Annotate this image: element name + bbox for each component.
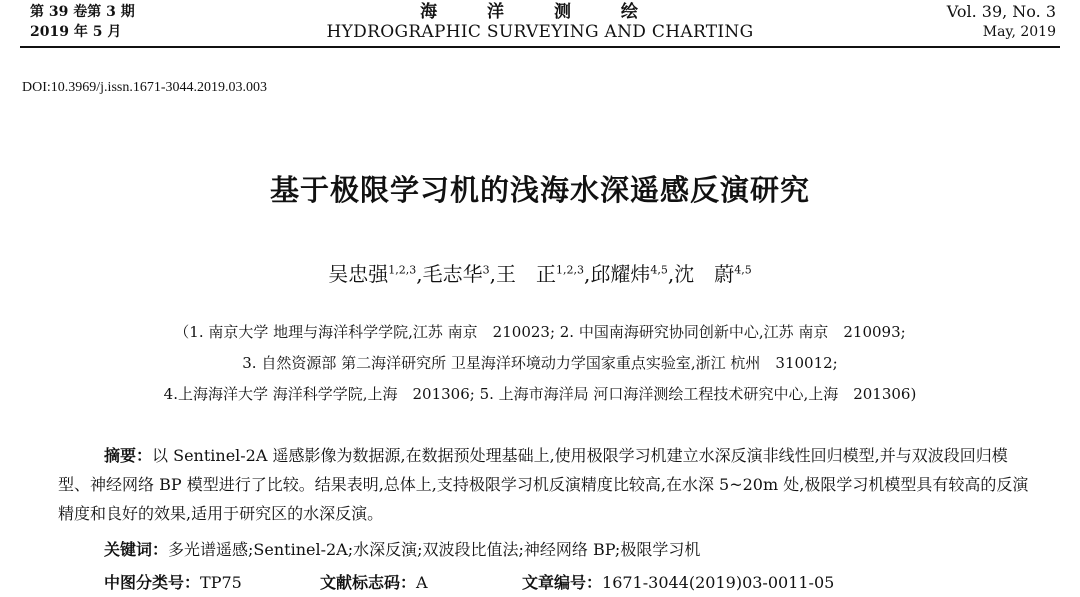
author-name: 邱耀炜 bbox=[590, 262, 651, 286]
journal-name-en: HYDROGRAPHIC SURVEYING AND CHARTING bbox=[326, 22, 754, 42]
article-number-value: 1671-3044(2019)03-0011-05 bbox=[602, 573, 835, 592]
author-affil-mark: 4,5 bbox=[650, 263, 668, 277]
author-name: 毛志华 bbox=[422, 262, 483, 286]
header-right bbox=[947, 2, 1056, 42]
author-affil-mark: 1,2,3 bbox=[388, 263, 417, 277]
abstract-text: 以 Sentinel-2A 遥感影像为数据源,在数据预处理基础上,使用极限学习机建立水深反演非线性回归模型,并与双波段回归模型、神经网络 BP 模型进行了比较。结果表明,总体上,支持极限学习机反演精度比较高,在水深 5~20m 处,极限学习机模型具有较高的反演精度和良好的效果,适用于研究区的水深反演。 bbox=[58, 446, 1029, 523]
author-separator: , bbox=[584, 262, 591, 286]
article-number-label: 文章编号： bbox=[522, 573, 603, 592]
date-en: May, 2019 bbox=[982, 24, 1056, 40]
author-affil-mark: 3 bbox=[482, 263, 490, 277]
keywords-label: 关键词： bbox=[104, 540, 169, 559]
author-separator: , bbox=[667, 262, 675, 286]
author-list bbox=[0, 258, 1080, 287]
document-code bbox=[320, 570, 428, 593]
author-name: 王 正 bbox=[496, 262, 556, 286]
journal-name-cn: 海 洋 测 绘 bbox=[420, 2, 660, 22]
affiliation-line: 3. 自然资源部 第二海洋研究所 卫星海洋环境动力学国家重点实验室,浙江 杭州 310012; bbox=[242, 354, 838, 372]
header-rule bbox=[20, 46, 1060, 48]
abstract-label: 摘要： bbox=[104, 446, 153, 465]
author-name: 吴忠强 bbox=[328, 262, 389, 286]
volume-en: Vol. 39, No. 3 bbox=[946, 2, 1056, 21]
clc-label: 中图分类号： bbox=[104, 573, 201, 592]
affiliation-line: （1. 南京大学 地理与海洋科学学院,江苏 南京 210023; 2. 中国南海研究协同创新中心,江苏 南京 210093; bbox=[174, 323, 906, 341]
doc-code-label: 文献标志码： bbox=[320, 573, 417, 592]
date-cn: 2019 年 5 月 bbox=[30, 24, 122, 40]
author-name: 沈 蔚 bbox=[674, 262, 735, 286]
issue-cn: 第 39 卷第 3 期 bbox=[30, 4, 135, 20]
doc-code-value: A bbox=[416, 573, 428, 592]
clc-value: TP75 bbox=[200, 573, 242, 592]
author-separator: , bbox=[489, 262, 496, 286]
author-affil-mark: 4,5 bbox=[734, 263, 752, 277]
doi: DOI:10.3969/j.issn.1671-3044.2019.03.003 bbox=[22, 80, 267, 95]
affiliation-line: 4.上海海洋大学 海洋科学学院,上海 201306; 5. 上海市海洋局 河口海洋测绘工程技术研究中心,上海 201306) bbox=[163, 385, 917, 403]
author-affil-mark: 1,2,3 bbox=[556, 263, 584, 277]
keywords-text: 多光谱遥感;Sentinel-2A;水深反演;双波段比值法;神经网络 BP;极限学习机 bbox=[168, 540, 701, 559]
header-center bbox=[0, 2, 1080, 42]
keywords bbox=[104, 537, 700, 560]
clc-number bbox=[104, 570, 242, 593]
abstract bbox=[58, 441, 1038, 528]
journal-header bbox=[0, 0, 1080, 46]
article-title: 基于极限学习机的浅海水深遥感反演研究 bbox=[269, 173, 810, 207]
author-separator: , bbox=[416, 262, 423, 286]
article-number bbox=[522, 570, 834, 593]
